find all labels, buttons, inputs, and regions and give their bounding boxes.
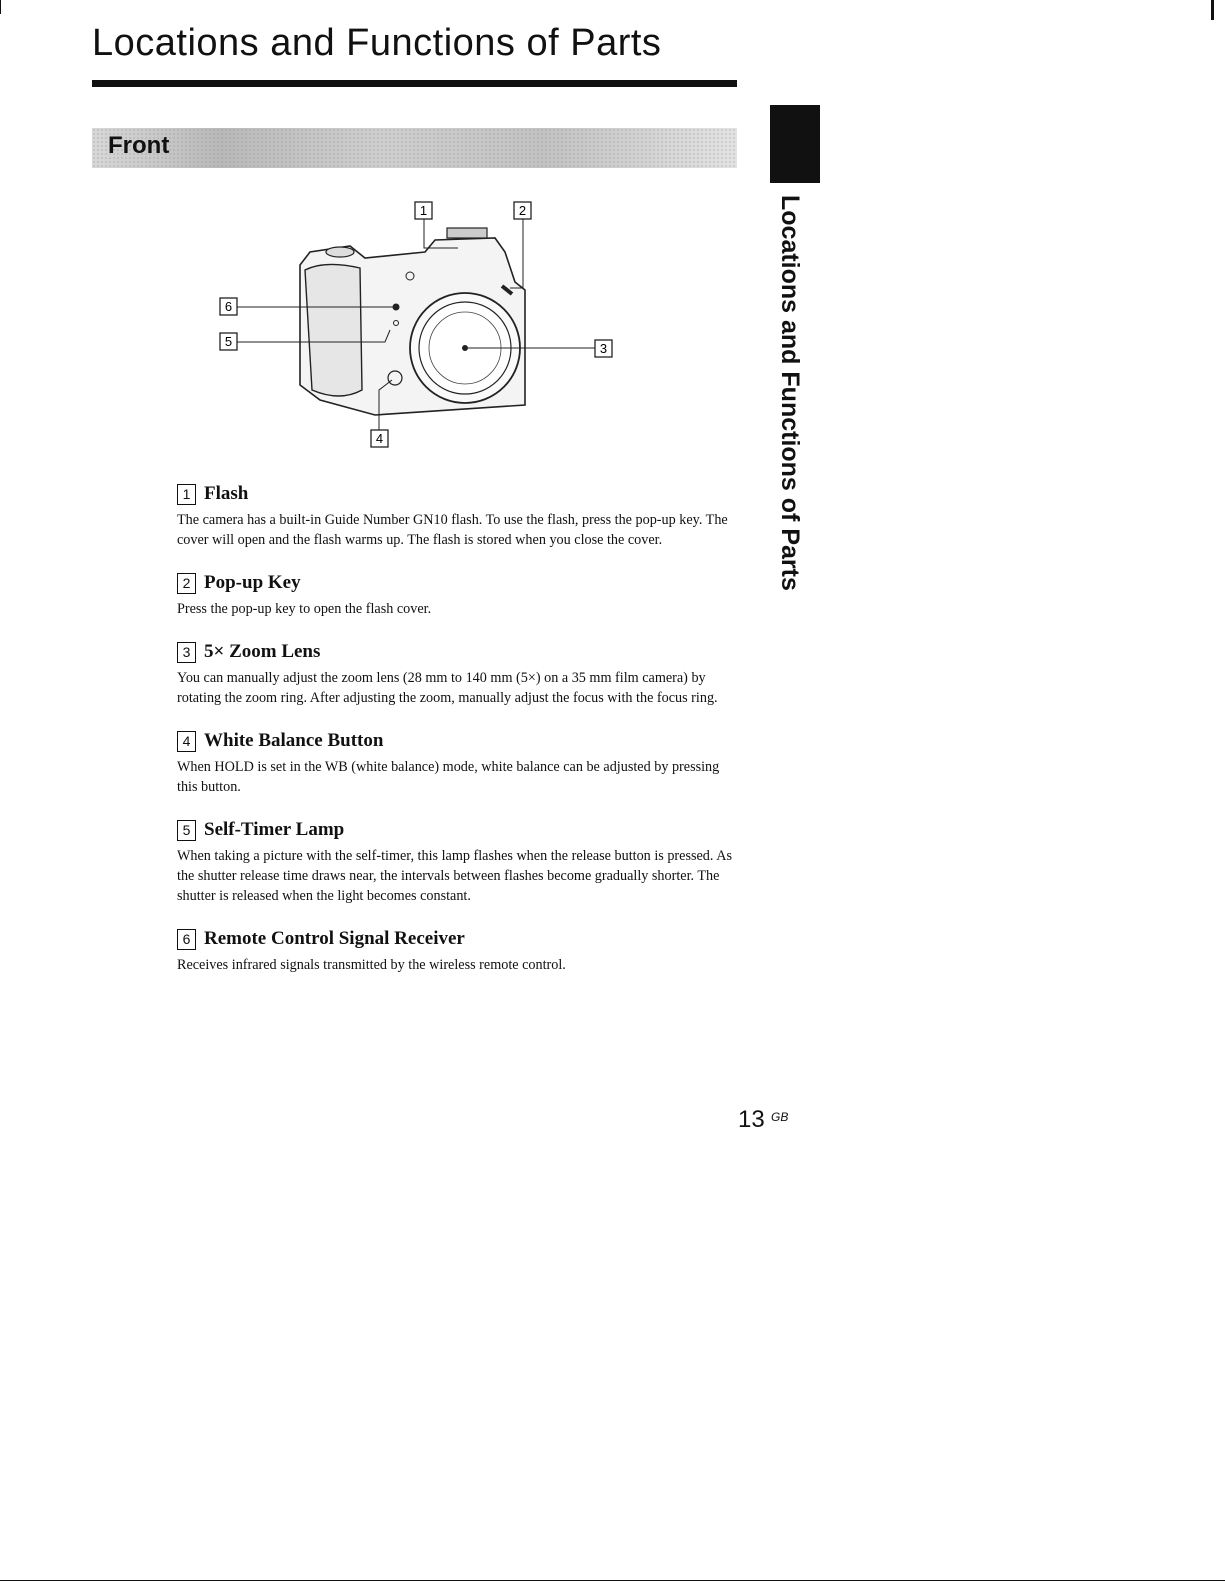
page-suffix: GB [771,1110,789,1124]
part-number: 3 [177,642,196,663]
svg-text:6: 6 [224,299,233,314]
page-title: Locations and Functions of Parts [92,22,662,64]
part-item [177,480,737,550]
part-description: The camera has a built-in Guide Number GN10 flash. To use the flash, press the pop-up key. The cover will open and the flash warms up. The flash is stored when you close the cover. [177,512,728,548]
edge-mark [0,0,1,14]
side-tab-label: Locations and Functions of Parts [776,195,804,591]
edge-mark [1211,0,1214,20]
part-item [177,727,737,797]
camera-figure [200,190,640,460]
side-tab [760,195,820,591]
part-item [177,638,737,708]
part-number: 1 [177,484,196,505]
part-description: You can manually adjust the zoom lens (28 mm to 140 mm (5×) on a 35 mm film camera) by rotating the zoom ring. After adjusting the zoom, manually adjust the focus with the focus ring. [177,670,718,706]
part-heading [177,569,737,597]
svg-text:2: 2 [518,203,527,218]
part-title: Remote Control Signal Receiver [204,928,465,949]
part-number: 4 [177,731,196,752]
part-description: Press the pop-up key to open the flash cover. [177,601,432,617]
svg-text:1: 1 [419,203,428,218]
part-heading [177,480,737,508]
svg-text:4: 4 [375,431,384,446]
callout-2 [514,202,531,219]
section-band [92,128,737,168]
parts-list [177,480,737,994]
svg-text:3: 3 [599,341,608,356]
callout-3 [595,340,612,357]
part-item [177,569,737,619]
page-number: 13 [738,1106,765,1133]
callout-6 [220,298,237,315]
title-rule [92,80,737,87]
part-number: 6 [177,929,196,950]
part-title: 5× Zoom Lens [204,641,321,662]
part-number: 2 [177,573,196,594]
callout-4 [371,430,388,447]
part-item [177,925,737,975]
camera-illustration [200,190,640,460]
part-heading [177,816,737,844]
part-title: Pop-up Key [204,572,301,593]
side-tab-marker [770,105,820,183]
callout-5 [220,333,237,350]
bottom-rule [0,1580,1225,1581]
part-title: Self-Timer Lamp [204,819,345,840]
part-heading [177,727,737,755]
svg-text:5: 5 [224,334,233,349]
part-heading [177,638,737,666]
part-title: Flash [204,483,249,504]
section-label: Front [108,132,170,159]
part-heading [177,925,737,953]
part-number: 5 [177,820,196,841]
part-description: When taking a picture with the self-timer, this lamp flashes when the release button is pressed. As the shutter release time draws near, the intervals between flashes become gradually shorter. The shutter is released when the light becomes constant. [177,848,732,904]
part-item [177,816,737,906]
part-title: White Balance Button [204,730,384,751]
callout-1 [415,202,432,219]
part-description: When HOLD is set in the WB (white balance) mode, white balance can be adjusted by pressing this button. [177,759,720,795]
part-description: Receives infrared signals transmitted by the wireless remote control. [177,957,566,973]
